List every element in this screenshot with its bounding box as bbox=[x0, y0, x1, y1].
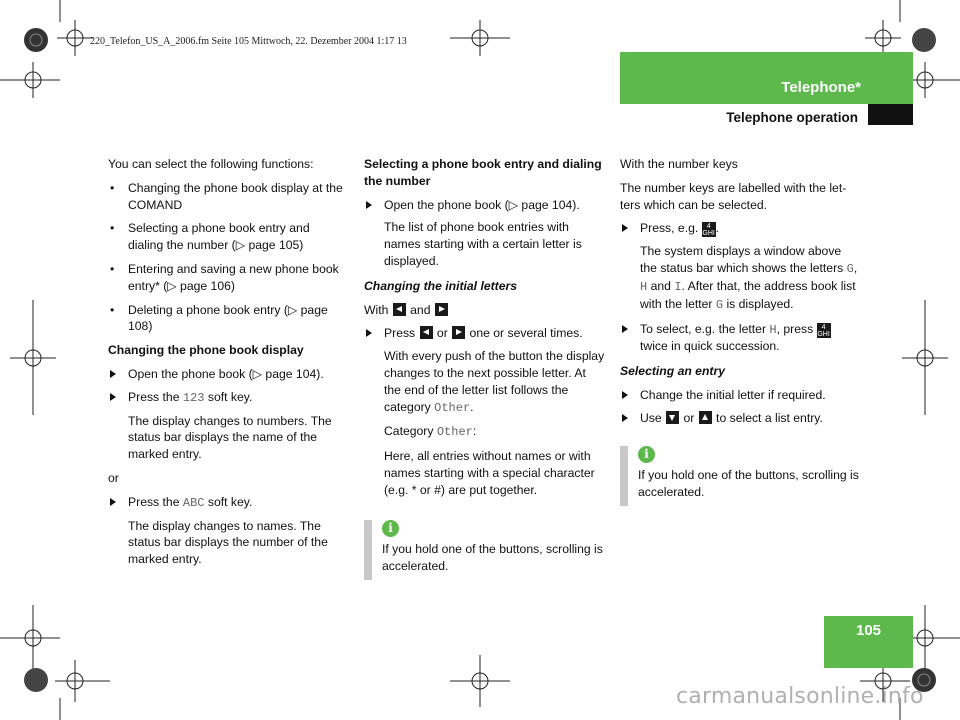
crosshair-icon bbox=[865, 20, 901, 56]
left-arrow-key-icon bbox=[420, 326, 433, 339]
crosshair-icon bbox=[902, 300, 948, 415]
arrow-bullet-icon bbox=[110, 498, 116, 506]
crosshair-icon bbox=[55, 660, 110, 702]
arrow-bullet-icon bbox=[110, 393, 116, 401]
intro-text: You can select the following functions: bbox=[108, 157, 314, 171]
chapter-title: Telephone* bbox=[781, 79, 861, 96]
step: Open the phone book (▷ page 104). bbox=[364, 197, 606, 214]
step-result: The display changes to numbers. The status bar displays the name of the marked entry. bbox=[128, 413, 332, 462]
section-heading: Changing the phone book display bbox=[108, 343, 304, 358]
chapter-tab bbox=[620, 52, 913, 104]
column-3 bbox=[620, 156, 860, 433]
crosshair-icon bbox=[450, 20, 510, 56]
number-key-4-icon: 4 GHI bbox=[702, 223, 715, 238]
arrow-bullet-icon bbox=[622, 325, 628, 333]
right-arrow-key-icon bbox=[435, 303, 448, 316]
number-key-4-icon: 4 GHI bbox=[817, 323, 830, 338]
step-result: With every push of the button the display changes to the next possible letter. At the end of the letter list follows the category Other. bbox=[384, 349, 605, 415]
right-arrow-key-icon bbox=[452, 326, 465, 339]
column-2 bbox=[364, 156, 606, 506]
softkey-label: 123 bbox=[182, 390, 205, 405]
info-note bbox=[364, 520, 610, 580]
note-text: If you hold one of the buttons, scrolling is accelerated. bbox=[638, 468, 859, 499]
step: To select, e.g. the letter H, press 4 GHI twice in quick succession. bbox=[620, 321, 860, 356]
with-keys-text: With and bbox=[364, 302, 606, 319]
section-title: Telephone operation bbox=[726, 109, 858, 125]
intro-text: The number keys are labelled with the let-ters which can be selected. bbox=[620, 180, 847, 212]
dark-target-icon bbox=[24, 28, 48, 52]
print-header: 220_Telefon_US_A_2006.fm Seite 105 Mittwoch, 22. Dezember 2004 1:17 13 bbox=[90, 36, 407, 47]
arrow-bullet-icon bbox=[622, 224, 628, 232]
down-arrow-key-icon bbox=[666, 411, 679, 424]
step: Press the ABC soft key. bbox=[108, 494, 348, 512]
section-marker bbox=[868, 104, 913, 125]
step-result: The list of phone book entries with names starting with a certain letter is displayed. bbox=[384, 220, 582, 268]
arrow-bullet-icon bbox=[110, 370, 116, 378]
dark-target-icon bbox=[24, 668, 48, 692]
dark-target-icon bbox=[912, 28, 936, 52]
crosshair-icon bbox=[57, 20, 93, 56]
up-arrow-key-icon bbox=[699, 411, 712, 424]
subsection-title: Changing the initial letters bbox=[364, 278, 518, 293]
subsection-title: Selecting an entry bbox=[620, 364, 725, 379]
step: Press the 123 soft key. bbox=[108, 389, 348, 407]
arrow-bullet-icon bbox=[622, 414, 628, 422]
crosshair-icon bbox=[10, 300, 56, 415]
bullet-item: • Entering and saving a new phone book entry* (▷ page 106) bbox=[108, 261, 348, 295]
bullet-item: • Deleting a phone book entry (▷ page 108) bbox=[108, 302, 348, 336]
or-text: or bbox=[108, 470, 119, 485]
column-1 bbox=[108, 156, 348, 575]
step: Change the initial letter if required. bbox=[620, 387, 860, 404]
step: Open the phone book (▷ page 104). bbox=[108, 366, 348, 383]
bullet-item: • Changing the phone book display at the COMAND bbox=[108, 180, 348, 214]
section-heading: Selecting a phone book entry and dialing the number bbox=[364, 157, 602, 188]
arrow-bullet-icon bbox=[366, 329, 372, 337]
crosshair-icon bbox=[0, 62, 60, 98]
arrow-bullet-icon bbox=[366, 201, 372, 209]
softkey-label: ABC bbox=[182, 495, 205, 510]
step: Press or one or several times. bbox=[364, 325, 606, 342]
step: Use or to select a list entry. bbox=[620, 410, 860, 427]
category-description: Here, all entries without names or with names starting with a special character (e.g. * or #) are put together. bbox=[384, 449, 595, 497]
page-number: 105 bbox=[824, 616, 913, 668]
step: Press, e.g. 4 GHI . bbox=[620, 220, 860, 237]
left-arrow-key-icon bbox=[393, 303, 406, 316]
crosshair-icon bbox=[0, 605, 60, 670]
section-heading: With the number keys bbox=[620, 157, 738, 171]
bullet-item: • Selecting a phone book entry and dialing the number (▷ page 105) bbox=[108, 220, 348, 254]
info-note bbox=[620, 446, 866, 506]
arrow-bullet-icon bbox=[622, 391, 628, 399]
info-icon: i bbox=[638, 446, 655, 463]
info-icon: i bbox=[382, 520, 399, 537]
step-result: The display changes to names. The status bar displays the number of the marked entry. bbox=[128, 518, 328, 567]
crosshair-icon bbox=[450, 655, 510, 707]
category-label: Category Other: bbox=[384, 424, 477, 440]
watermark: carmanualsonline.info bbox=[676, 684, 924, 709]
step-result: The system displays a window above the status bar which shows the letters G, H and I. After that, the address book list with the letter G is displayed. bbox=[640, 244, 858, 312]
note-text: If you hold one of the buttons, scrolling is accelerated. bbox=[382, 542, 603, 573]
